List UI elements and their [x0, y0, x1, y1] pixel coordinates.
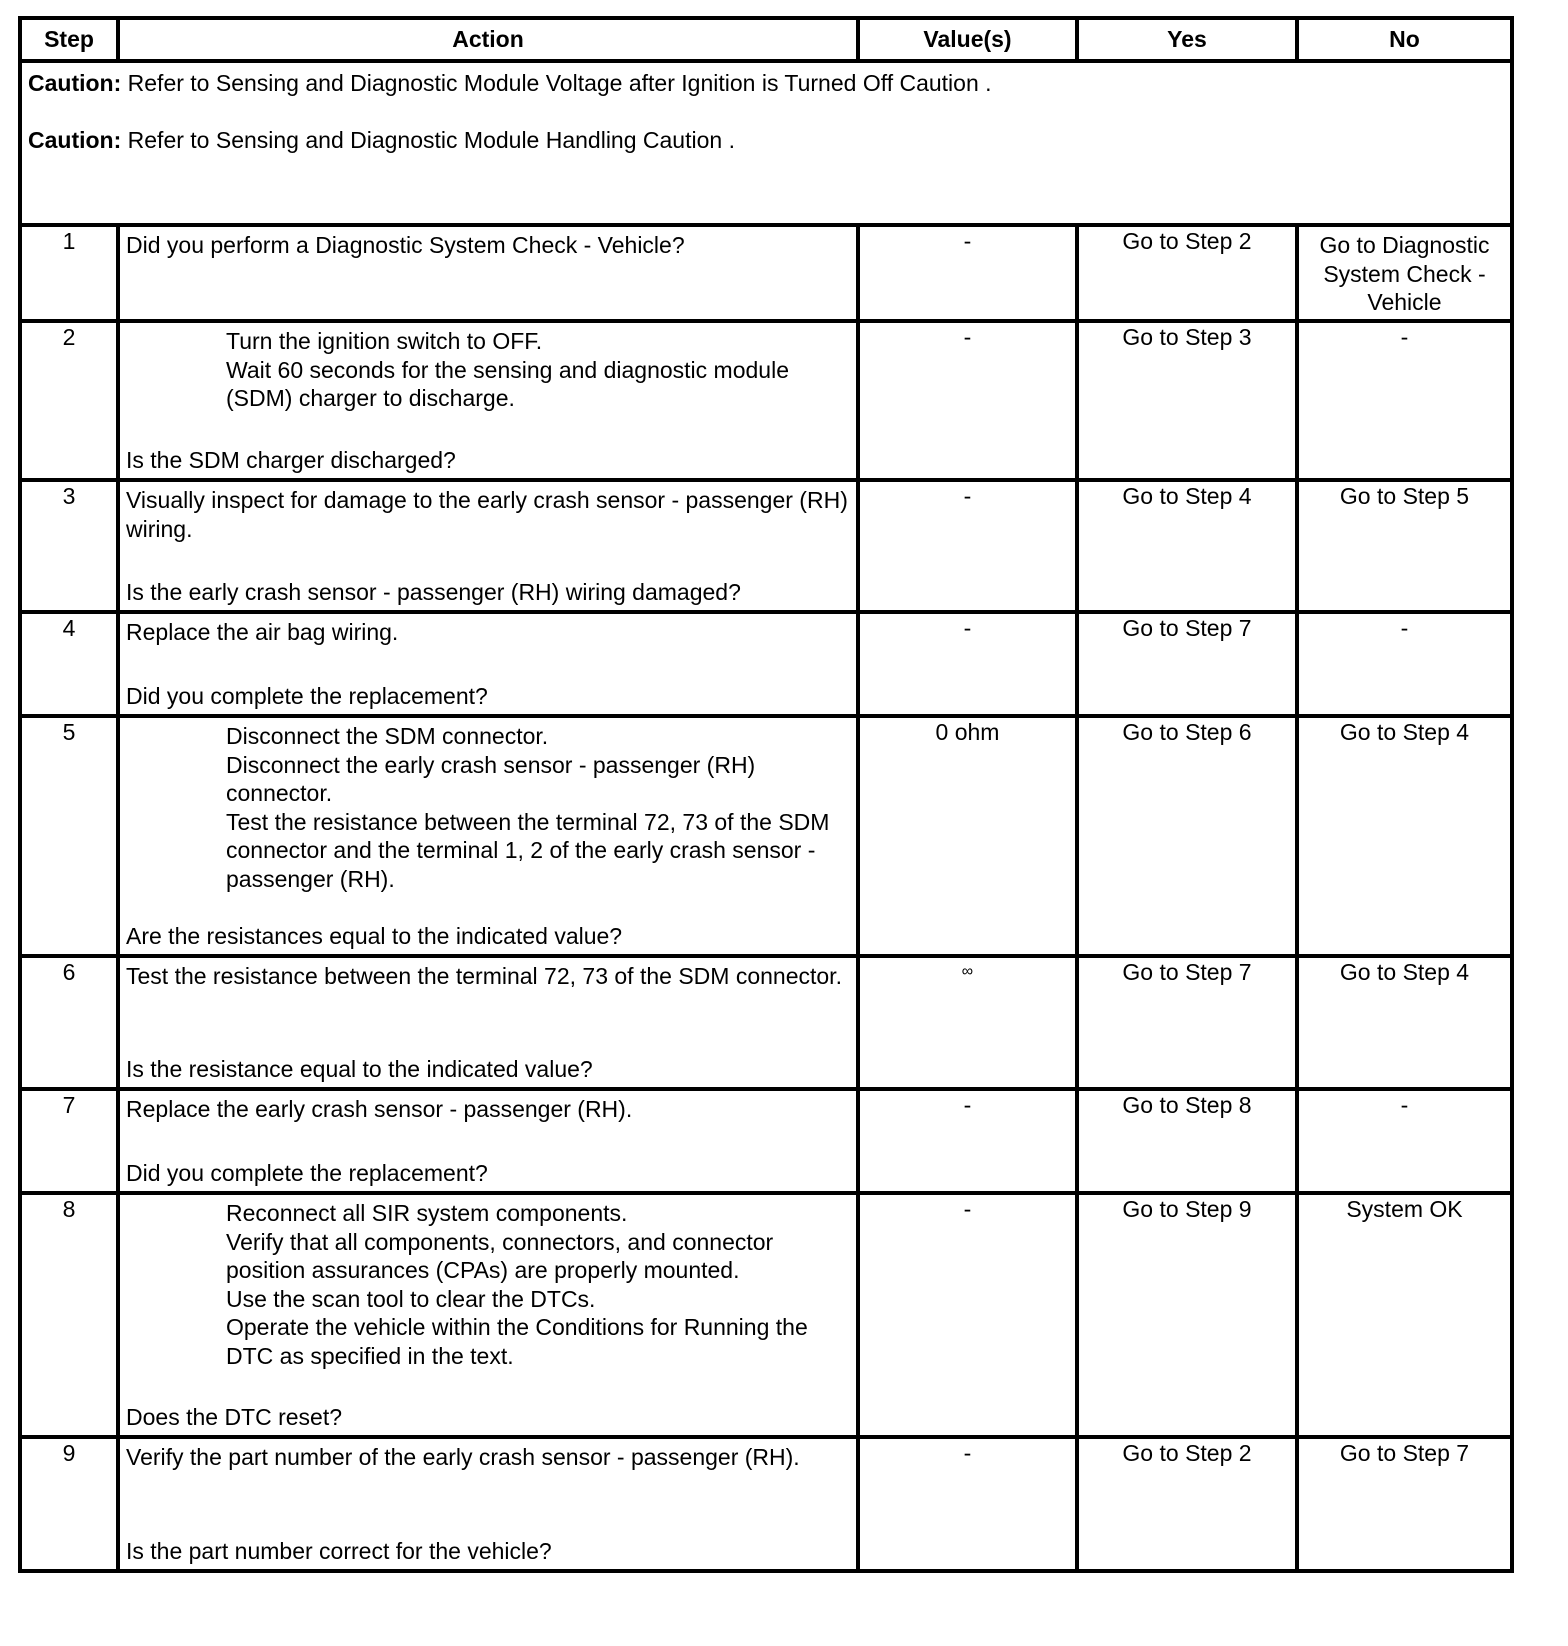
header-no: No [1297, 18, 1512, 61]
value-cell: - [858, 1437, 1077, 1571]
step-number: 5 [20, 716, 118, 956]
action-cell [118, 225, 858, 321]
table-row [20, 321, 1512, 480]
header-action: Action [118, 18, 858, 61]
value-cell: - [858, 1193, 1077, 1437]
step-number: 9 [20, 1437, 118, 1571]
action-question: Did you complete the replacement? [126, 1159, 488, 1186]
action-cell [118, 1193, 858, 1437]
no-cell: Go to Step 5 [1297, 480, 1512, 612]
action-question: Did you complete the replacement? [126, 682, 488, 709]
table-row [20, 1437, 1512, 1571]
action-question: Is the resistance equal to the indicated value? [126, 1055, 593, 1082]
value-cell: ∞ [858, 956, 1077, 1089]
value-cell: - [858, 480, 1077, 612]
instruction-item: Wait 60 seconds for the sensing and diagnostic module (SDM) charger to discharge. [226, 356, 789, 411]
step-number: 3 [20, 480, 118, 612]
action-instruction: Replace the early crash sensor - passenger (RH). [126, 1096, 633, 1122]
instruction-item: Operate the vehicle within the Conditions for Running the DTC as specified in the text. [226, 1314, 808, 1369]
instruction-item: Disconnect the SDM connector. [226, 723, 549, 749]
yes-cell: Go to Step 9 [1077, 1193, 1297, 1437]
action-instruction: Visually inspect for damage to the early crash sensor - passenger (RH) wiring. [126, 487, 848, 542]
action-instruction: Verify the part number of the early crash sensor - passenger (RH). [126, 1444, 800, 1470]
yes-cell: Go to Step 6 [1077, 716, 1297, 956]
table-row [20, 716, 1512, 956]
step-number: 7 [20, 1089, 118, 1193]
table-row [20, 225, 1512, 321]
action-cell [118, 1437, 858, 1571]
value-cell: 0 ohm [858, 716, 1077, 956]
action-instruction: Test the resistance between the terminal 72, 73 of the SDM connector. [126, 963, 842, 989]
no-cell: Go to Step 7 [1297, 1437, 1512, 1571]
caution-row [20, 61, 1512, 225]
no-cell: System OK [1297, 1193, 1512, 1437]
caution-2 [28, 126, 1504, 155]
action-cell [118, 480, 858, 612]
caution-label: Caution: [28, 70, 122, 96]
caution-cell [20, 61, 1512, 225]
no-cell: - [1297, 321, 1512, 480]
yes-cell: Go to Step 3 [1077, 321, 1297, 480]
step-number: 4 [20, 612, 118, 716]
step-number: 1 [20, 225, 118, 321]
value-cell: - [858, 1089, 1077, 1193]
diagnostic-table [18, 16, 1514, 1573]
table-row [20, 612, 1512, 716]
no-cell: Go to Step 4 [1297, 956, 1512, 1089]
action-question: Is the early crash sensor - passenger (RH) wiring damaged? [126, 578, 741, 605]
action-cell [118, 716, 858, 956]
table-row [20, 1089, 1512, 1193]
action-instruction: Replace the air bag wiring. [126, 619, 399, 645]
value-cell: - [858, 612, 1077, 716]
step-number: 2 [20, 321, 118, 480]
action-cell [118, 956, 858, 1089]
yes-cell: Go to Step 7 [1077, 612, 1297, 716]
yes-cell: Go to Step 2 [1077, 1437, 1297, 1571]
action-question: Is the part number correct for the vehicle? [126, 1537, 552, 1564]
table-row [20, 1193, 1512, 1437]
value-cell: - [858, 225, 1077, 321]
instruction-list [126, 327, 850, 413]
no-cell: - [1297, 1089, 1512, 1193]
instruction-item: Turn the ignition switch to OFF. [226, 328, 543, 354]
instruction-item: Verify that all components, connectors, and connector position assurances (CPAs) are properly mounted. [226, 1228, 774, 1283]
action-question: Are the resistances equal to the indicated value? [126, 922, 623, 949]
yes-cell: Go to Step 8 [1077, 1089, 1297, 1193]
action-cell [118, 1089, 858, 1193]
no-cell: Go to Diagnostic System Check - Vehicle [1297, 225, 1512, 321]
action-question: Did you perform a Diagnostic System Check - Vehicle? [126, 232, 685, 258]
action-question: Does the DTC reset? [126, 1403, 343, 1430]
table-row [20, 480, 1512, 612]
instruction-item: Use the scan tool to clear the DTCs. [226, 1285, 596, 1312]
action-cell [118, 321, 858, 480]
no-cell: - [1297, 612, 1512, 716]
caution-1 [28, 69, 1504, 98]
instruction-list [126, 1199, 850, 1370]
header-values: Value(s) [858, 18, 1077, 61]
value-cell: - [858, 321, 1077, 480]
action-cell [118, 612, 858, 716]
action-question: Is the SDM charger discharged? [126, 446, 456, 473]
yes-cell: Go to Step 2 [1077, 225, 1297, 321]
header-step: Step [20, 18, 118, 61]
table-row [20, 956, 1512, 1089]
yes-cell: Go to Step 7 [1077, 956, 1297, 1089]
caution-text: Refer to Sensing and Diagnostic Module Voltage after Ignition is Turned Off Caution . [121, 70, 992, 96]
step-number: 8 [20, 1193, 118, 1437]
yes-cell: Go to Step 4 [1077, 480, 1297, 612]
step-number: 6 [20, 956, 118, 1089]
no-cell: Go to Step 4 [1297, 716, 1512, 956]
instruction-item: Test the resistance between the terminal 72, 73 of the SDM connector and the terminal 1, 2 of the early crash sensor - passenger (RH). [226, 808, 830, 892]
caution-text: Refer to Sensing and Diagnostic Module Handling Caution . [121, 126, 735, 153]
instruction-item: Disconnect the early crash sensor - passenger (RH) connector. [226, 751, 756, 806]
instruction-item: Reconnect all SIR system components. [226, 1200, 628, 1226]
header-yes: Yes [1077, 18, 1297, 61]
instruction-list [126, 722, 850, 893]
caution-label: Caution: [28, 126, 122, 153]
header-row [20, 18, 1512, 61]
